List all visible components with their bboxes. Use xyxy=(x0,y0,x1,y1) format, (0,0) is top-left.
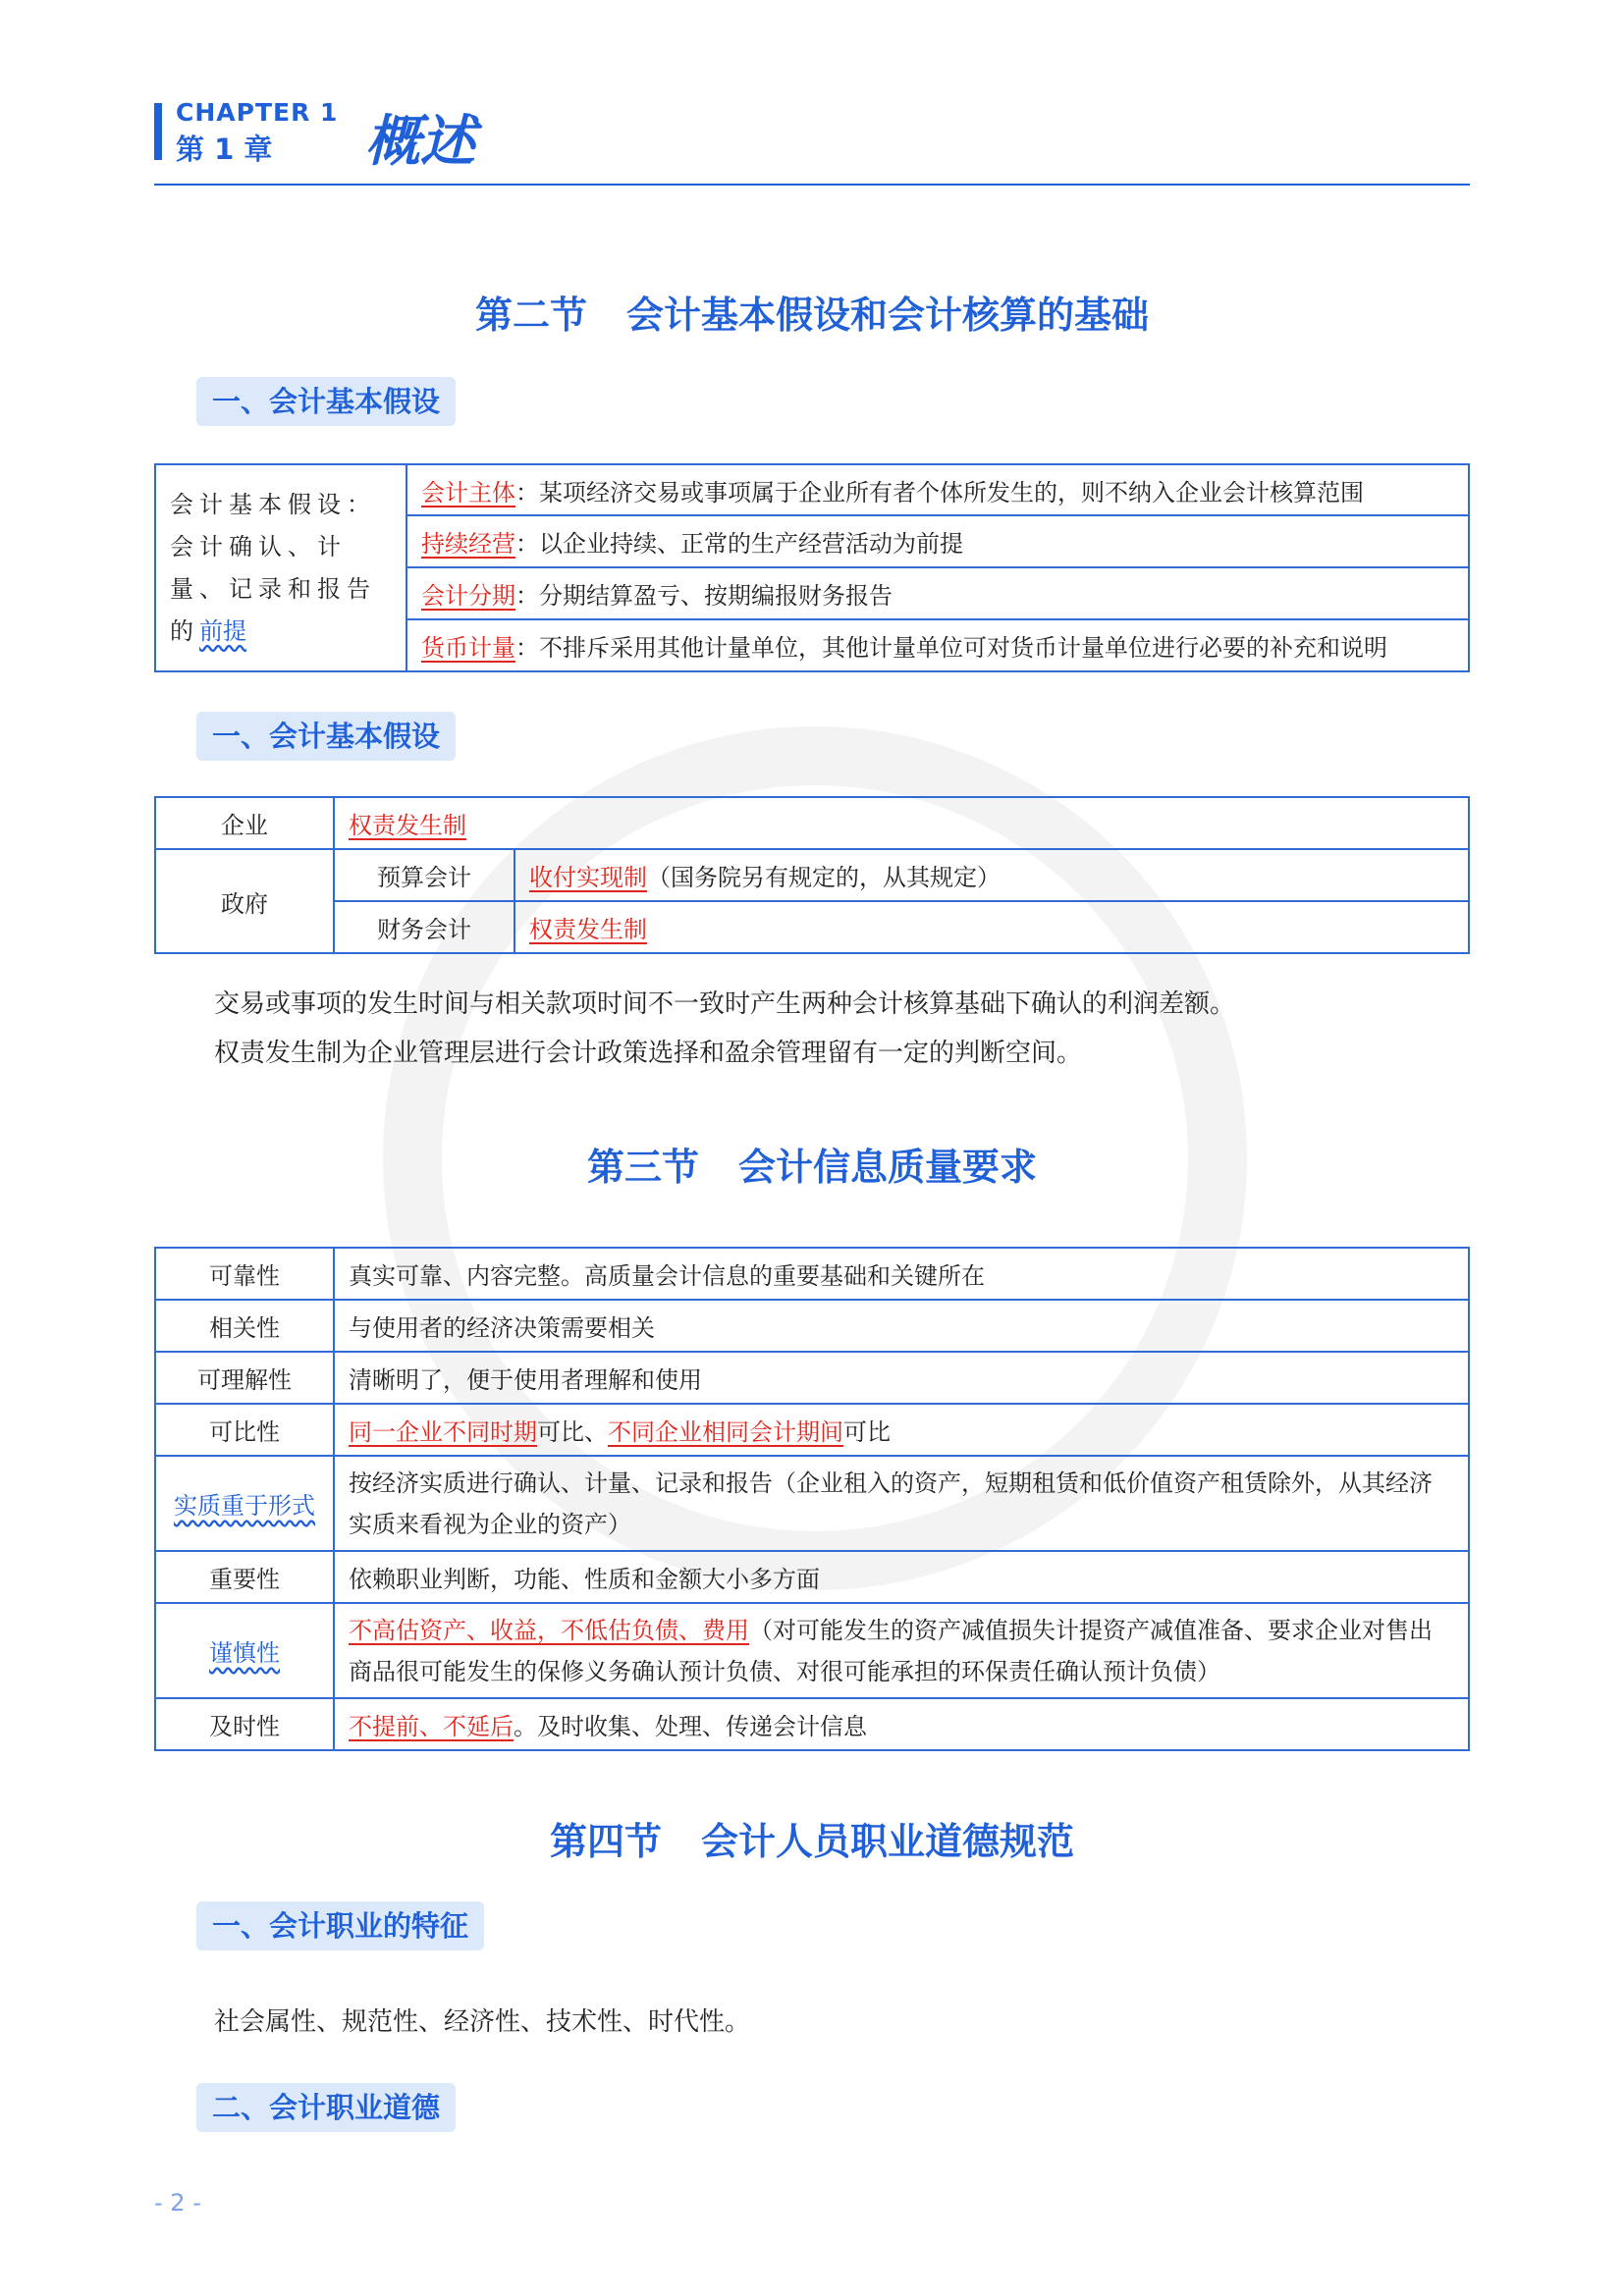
basis-note-2: 权责发生制为企业管理层进行会计政策选择和盈余管理留有一定的判断空间。 xyxy=(214,1039,1083,1068)
assumption-key: 持续经营 xyxy=(421,530,515,558)
assumption-desc: ：分期结算盈亏、按期编报财务报告 xyxy=(515,582,893,610)
assumption-desc: ：以企业持续、正常的生产经营活动为前提 xyxy=(515,530,963,558)
profession-traits-text: 社会属性、规范性、经济性、技术性、时代性。 xyxy=(214,2007,751,2037)
quality-highlight: 不同企业相同会计期间 xyxy=(608,1418,843,1446)
header-divider xyxy=(154,184,1470,186)
quality-desc xyxy=(334,1603,1469,1698)
assumptions-definition-text: 会计基本假设：会计确认、计量、记录和报告的 xyxy=(170,490,376,645)
assumption-key: 会计主体 xyxy=(421,478,515,507)
assumption-desc: ：不排斥采用其他计量单位，其他计量单位可对货币计量单位进行必要的补充和说明 xyxy=(515,634,1387,662)
quality-name: 重要性 xyxy=(155,1551,334,1603)
quality-name: 可靠性 xyxy=(155,1248,334,1300)
assumption-row xyxy=(406,515,1469,567)
basis-enterprise-label: 企业 xyxy=(155,797,334,849)
section-4-number: 第四节 xyxy=(549,1820,662,1863)
assumption-key: 会计分期 xyxy=(421,582,515,610)
basis-budget-label: 预算会计 xyxy=(334,849,514,901)
page-number: - 2 - xyxy=(154,2189,201,2216)
quality-name xyxy=(155,1456,334,1551)
assumption-row xyxy=(406,464,1469,515)
basis-enterprise-value xyxy=(334,797,1469,849)
quality-highlight: 不提前、不延后 xyxy=(349,1713,514,1740)
quality-highlight: 不高估资产、收益，不低估负债、费用 xyxy=(349,1616,749,1644)
quality-desc: 真实可靠、内容完整。高质量会计信息的重要基础和关键所在 xyxy=(334,1248,1469,1300)
assumptions-definition-key: 前提 xyxy=(199,616,246,645)
quality-desc xyxy=(334,1404,1469,1456)
basis-note-1: 交易或事项的发生时间与相关款项时间不一致时产生两种会计核算基础下确认的利润差额。 xyxy=(214,989,1236,1019)
quality-text: 可比、 xyxy=(537,1418,608,1446)
chapter-label-cn: 第 1 章 xyxy=(176,133,273,166)
assumption-row xyxy=(406,619,1469,671)
assumption-key: 货币计量 xyxy=(421,634,515,662)
basis-budget-value xyxy=(514,849,1469,901)
chapter-label-en: CHAPTER 1 xyxy=(176,98,339,127)
basis-budget-note: （国务院另有规定的，从其规定） xyxy=(647,864,1001,891)
subheading-profession-traits: 一、会计职业的特征 xyxy=(196,1901,484,1950)
assumption-desc: ：某项经济交易或事项属于企业所有者个体所发生的，则不纳入企业会计核算范围 xyxy=(515,478,1364,507)
assumptions-definition-cell xyxy=(155,464,406,671)
subheading-accounting-basis: 一、会计基本假设 xyxy=(196,712,456,761)
section-3-heading: 会计信息质量要求 xyxy=(738,1146,1038,1189)
quality-highlight: 同一企业不同时期 xyxy=(349,1418,537,1446)
quality-requirements-table xyxy=(154,1247,1470,1751)
accounting-basis-table xyxy=(154,796,1470,954)
assumption-row xyxy=(406,567,1469,619)
quality-desc: 清晰明了，便于使用者理解和使用 xyxy=(334,1352,1469,1404)
section-2-title xyxy=(154,285,1470,339)
section-2-number: 第二节 xyxy=(474,294,587,337)
quality-desc: 依赖职业判断，功能、性质和金额大小多方面 xyxy=(334,1551,1469,1603)
section-2-heading: 会计基本假设和会计核算的基础 xyxy=(626,294,1150,337)
quality-name-emphasis: 谨慎性 xyxy=(209,1639,280,1667)
basis-finance-value xyxy=(514,901,1469,953)
quality-name: 及时性 xyxy=(155,1698,334,1750)
basis-enterprise-method: 权责发生制 xyxy=(349,812,466,839)
section-4-title xyxy=(154,1811,1470,1865)
chapter-header xyxy=(154,98,1470,187)
section-3-title xyxy=(154,1137,1470,1191)
quality-name: 可理解性 xyxy=(155,1352,334,1404)
basis-finance-label: 财务会计 xyxy=(334,901,514,953)
subheading-professional-ethics: 二、会计职业道德 xyxy=(196,2083,456,2132)
basis-finance-method: 权责发生制 xyxy=(529,916,647,943)
header-accent-bar xyxy=(154,103,162,160)
chapter-title: 概述 xyxy=(365,110,475,174)
quality-name-emphasis: 实质重于形式 xyxy=(174,1492,315,1520)
section-4-heading: 会计人员职业道德规范 xyxy=(701,1820,1075,1863)
quality-text: 。及时收集、处理、传递会计信息 xyxy=(514,1713,867,1740)
quality-name: 相关性 xyxy=(155,1300,334,1352)
quality-text: （对可能发生的资产减值损失计提资产减值准备、要求企业对售出商品很可能发生的保修义务确认预计负债、对很可能承担的环保责任确认预计负债） xyxy=(349,1616,1433,1685)
basis-budget-method: 收付实现制 xyxy=(529,864,647,891)
quality-name: 可比性 xyxy=(155,1404,334,1456)
subheading-basic-assumptions: 一、会计基本假设 xyxy=(196,377,456,426)
assumptions-table xyxy=(154,463,1470,672)
quality-desc: 按经济实质进行确认、计量、记录和报告（企业租入的资产，短期租赁和低价值资产租赁除外，从其经济实质来看视为企业的资产） xyxy=(334,1456,1469,1551)
quality-name xyxy=(155,1603,334,1698)
basis-government-label: 政府 xyxy=(155,849,334,953)
section-3-number: 第三节 xyxy=(586,1146,699,1189)
quality-desc: 与使用者的经济决策需要相关 xyxy=(334,1300,1469,1352)
quality-text: 可比 xyxy=(843,1418,891,1446)
quality-desc xyxy=(334,1698,1469,1750)
